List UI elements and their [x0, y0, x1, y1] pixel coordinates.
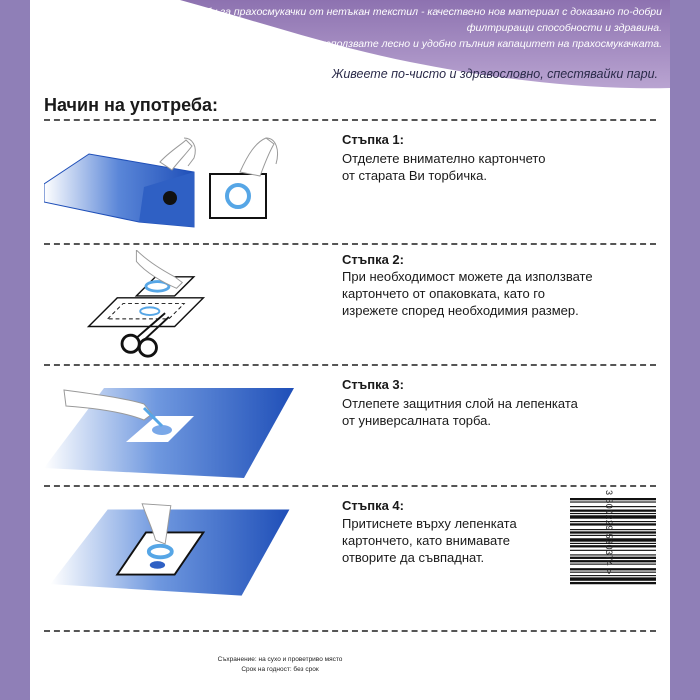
divider [44, 364, 656, 366]
step-1-title: Стъпка 1: [342, 132, 404, 147]
step-4-title: Стъпка 4: [342, 498, 404, 513]
storage-note: Съхранение: на сухо и проветриво място [217, 656, 343, 663]
divider [44, 119, 656, 121]
scissors-cutting-card-illustration [44, 250, 334, 360]
header-banner [30, 0, 670, 94]
slogan: Живеете по-чисто и здравословно, спестявайки пари. [331, 67, 658, 81]
step-4-text: Притиснете върху лепенката картончето, като внимавате отворите да съвпаднат. [342, 516, 517, 565]
bag-and-card-illustration [44, 132, 334, 242]
section-title: Начин на употреба: [44, 95, 218, 115]
header-line-1: Торби за прахосмукачки от нетъкан текстил - качествено нов материал с доказано по-добри [187, 6, 662, 18]
header-line-2: филтриращи способности и здравина. [466, 22, 662, 34]
step-2-text: При необходимост можете да използвате картончето от опаковката, като го изрежете според необходимия размер. [342, 269, 593, 318]
header-line-3: С торбите от серията UB използвате лесно и удобно пълния капацитет на прахосмукачката. [179, 38, 662, 50]
pressing-card-illustration [44, 498, 334, 608]
expiry-note: Срок на годност: без срок [241, 666, 319, 673]
step-3-title: Стъпка 3: [342, 377, 404, 392]
step-2-title: Стъпка 2: [342, 252, 404, 267]
divider [44, 630, 656, 632]
divider [44, 243, 656, 245]
peeling-layer-illustration [44, 378, 334, 488]
barcode-number: 3 800229 530374 > [604, 490, 614, 575]
step-1-text: Отделете внимателно картончето от старата Ви торбичка. [342, 151, 546, 183]
step-3-text: Отлепете защитния слой на лепенката от универсалната торба. [342, 396, 578, 428]
